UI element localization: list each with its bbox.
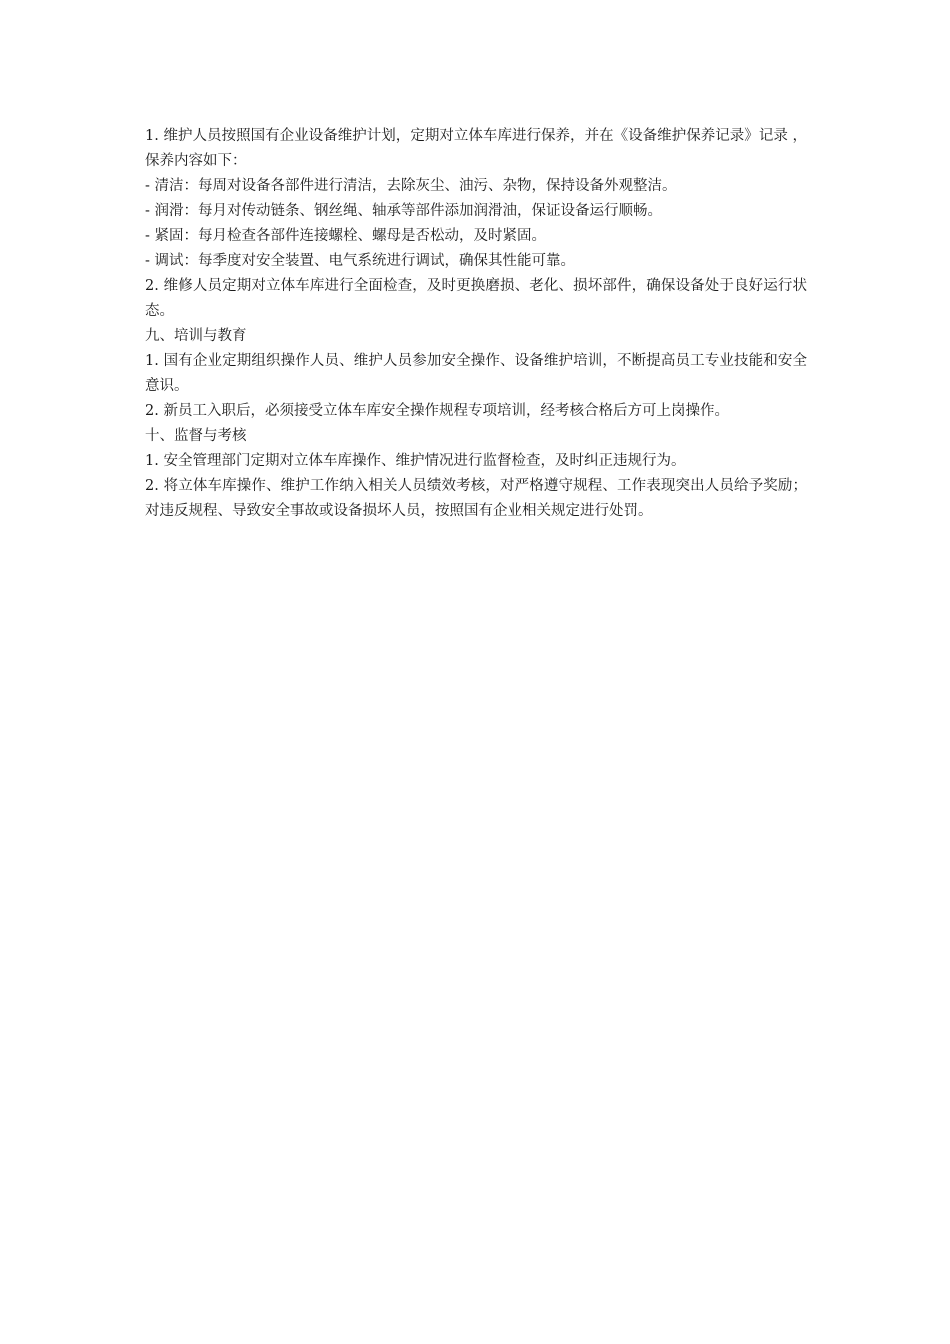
paragraph-supervision-2: 2. 将立体车库操作、维护工作纳入相关人员绩效考核，对严格遵守规程、工作表现突出人员给予奖励；对违反规程、导致安全事故或设备损坏人员，按照国有企业相关规定进行处罚。 bbox=[145, 478, 807, 519]
list-item-debugging: - 调试：每季度对安全装置、电气系统进行调试，确保其性能可靠。 bbox=[145, 253, 576, 269]
list-item-cleaning: - 清洁：每周对设备各部件进行清洁，去除灰尘、油污、杂物，保持设备外观整洁。 bbox=[145, 178, 677, 194]
list-item-lubrication: - 润滑：每月对传动链条、钢丝绳、轴承等部件添加润滑油，保证设备运行顺畅。 bbox=[145, 203, 663, 219]
list-item-fastening: - 紧固：每月检查各部件连接螺栓、螺母是否松动，及时紧固。 bbox=[145, 228, 547, 244]
paragraph-training-1: 1. 国有企业定期组织操作人员、维护人员参加安全操作、设备维护培训，不断提高员工专业技能和安全意识。 bbox=[145, 353, 807, 394]
paragraph-maintenance-plan: 1. 维护人员按照国有企业设备维护计划，定期对立体车库进行保养，并在《设备维护保养记录》记录 ，保养内容如下： bbox=[145, 128, 807, 169]
paragraph-supervision-1: 1. 安全管理部门定期对立体车库操作、维护情况进行监督检查，及时纠正违规行为。 bbox=[145, 453, 686, 469]
section-heading-supervision: 十、监督与考核 bbox=[145, 428, 247, 444]
paragraph-training-2: 2. 新员工入职后，必须接受立体车库安全操作规程专项培训，经考核合格后方可上岗操作。 bbox=[145, 403, 729, 419]
paragraph-inspection: 2. 维修人员定期对立体车库进行全面检查，及时更换磨损、老化、损坏部件，确保设备处于良好运行状态。 bbox=[145, 278, 807, 319]
document-body bbox=[145, 124, 807, 524]
section-heading-training: 九、培训与教育 bbox=[145, 328, 247, 344]
